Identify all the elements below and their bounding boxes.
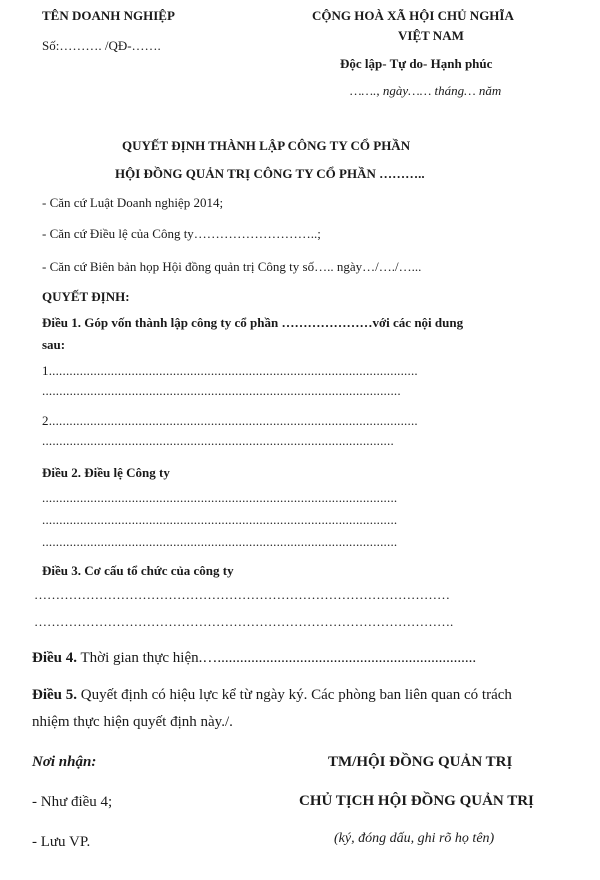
article-2-line: ....................................................................................................... [42, 512, 398, 527]
recipients-label: Nơi nhận: [32, 754, 97, 770]
article-3-heading: Điều 3. Cơ cấu tổ chức của công ty [42, 563, 234, 578]
national-title-line2: VIỆT NAM [398, 28, 464, 43]
basis-item: - Căn cứ Điều lệ của Công ty………………………..; [42, 226, 321, 241]
document-subtitle: HỘI ĐỒNG QUẢN TRỊ CÔNG TY CỔ PHẦN ……….. [115, 166, 425, 181]
article-2-line: ....................................................................................................... [42, 534, 398, 549]
motto: Độc lập- Tự do- Hạnh phúc [340, 56, 493, 71]
signature-note: (ký, đóng dấu, ghi rõ họ tên) [334, 831, 495, 846]
article-4-label: Điều 4. [32, 650, 77, 666]
article-2-line: ....................................................................................................... [42, 490, 398, 505]
article-3-line: ……………………………………………………………………………………. [34, 614, 454, 629]
article-3-line: …………………………………………………………………………………… [34, 587, 450, 602]
national-title-line1: CỘNG HOÀ XÃ HỘI CHỦ NGHĨA [312, 8, 514, 23]
article-1-item-2-cont: ...................................................................................................... [42, 433, 394, 448]
company-name: TÊN DOANH NGHIỆP [42, 8, 175, 23]
article-1-item-1-cont: ........................................................................................................ [42, 383, 401, 398]
basis-item: - Căn cứ Biên bản họp Hội đồng quản trị Công ty số….. ngày…/…./…... [42, 259, 422, 274]
recipient-item: - Như điều 4; [32, 794, 113, 810]
article-1-heading-cont: sau: [42, 337, 66, 352]
signature-title: TM/HỘI ĐỒNG QUẢN TRỊ [328, 754, 513, 770]
article-4-text: Thời gian thực hiện.…..................................................................... [77, 650, 477, 666]
document-number: Số:………. /QĐ-……. [42, 38, 161, 53]
decision-heading: QUYẾT ĐỊNH: [42, 289, 130, 304]
article-1-item-2: 2........................................................................................................... [42, 413, 418, 428]
document-title: QUYẾT ĐỊNH THÀNH LẬP CÔNG TY CỔ PHẦN [122, 138, 411, 153]
recipient-item: - Lưu VP. [32, 834, 91, 850]
article-5-label: Điều 5. [32, 687, 77, 703]
article-2-heading: Điều 2. Điều lệ Công ty [42, 465, 170, 480]
article-5-text: Quyết định có hiệu lực kể từ ngày ký. Các phòng ban liên quan có trách [77, 687, 512, 703]
date-line: ……., ngày…… tháng… năm [350, 83, 502, 98]
article-1-item-1: 1........................................................................................................... [42, 363, 418, 378]
article-5 [32, 687, 512, 704]
article-1-heading: Điều 1. Góp vốn thành lập công ty cổ phần …………………với các nội dung [42, 315, 464, 330]
signature-role: CHỦ TỊCH HỘI ĐỒNG QUẢN TRỊ [299, 793, 534, 809]
article-4 [32, 650, 476, 667]
basis-item: - Căn cứ Luật Doanh nghiệp 2014; [42, 195, 224, 210]
article-5-cont: nhiệm thực hiện quyết định này./. [32, 714, 233, 730]
